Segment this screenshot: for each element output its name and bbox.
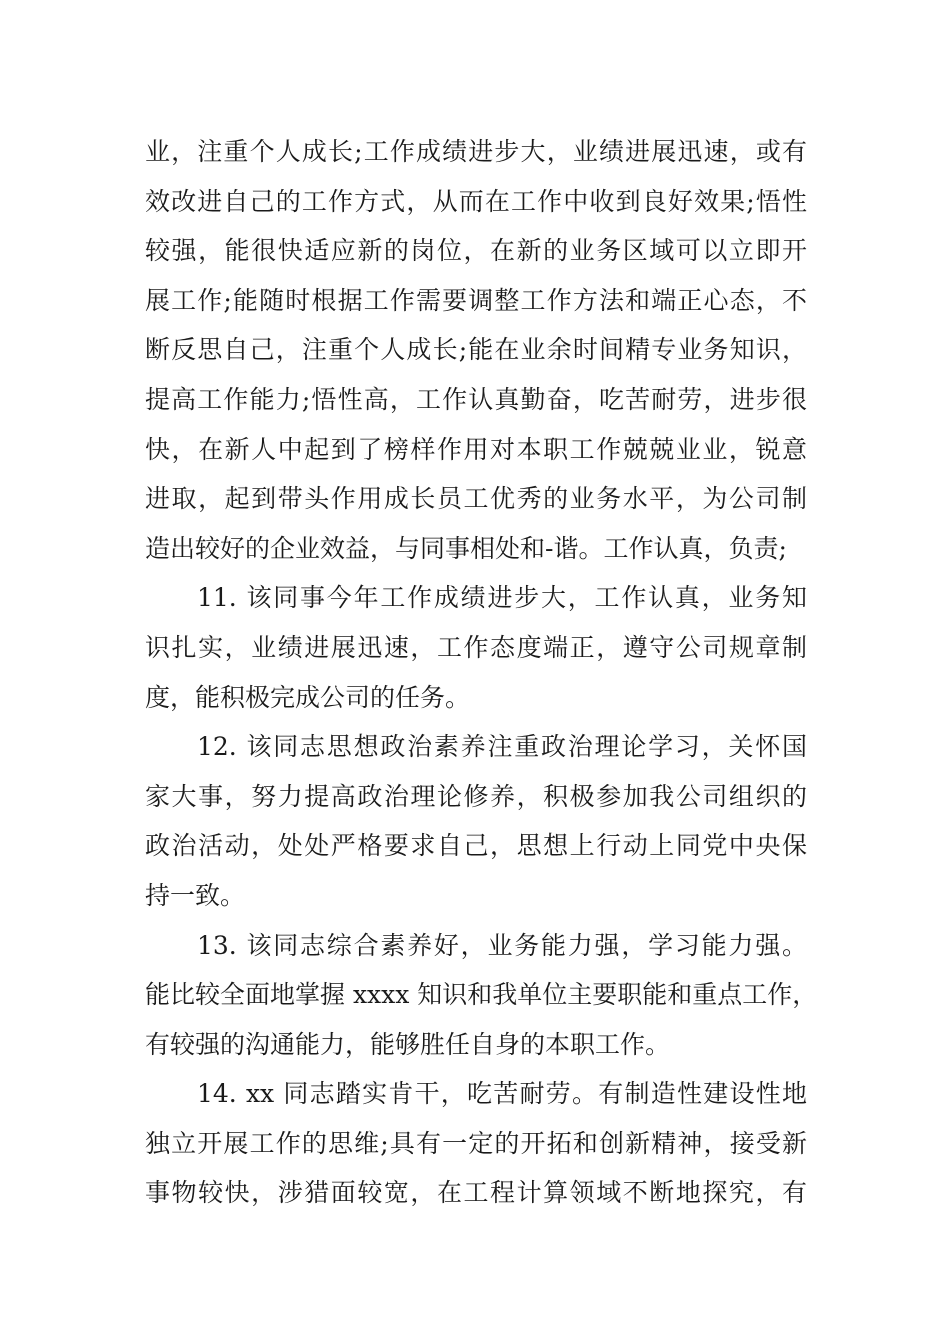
text-line: 快，在新人中起到了榜样作用对本职工作兢兢业业，锐意: [145, 434, 807, 464]
text-line: 较强，能很快适应新的岗位，在新的业务区域可以立即开: [145, 236, 807, 266]
text-line: 13. 该同志综合素养好，业务能力强，学习能力强。: [197, 930, 807, 960]
text-line: 提高工作能力;悟性高，工作认真勤奋，吃苦耐劳，进步很: [145, 384, 807, 414]
text-line: 能比较全面地掌握 xxxx 知识和我单位主要职能和重点工作，: [145, 980, 818, 1010]
text-line: 断反思自己，注重个人成长;能在业余时间精专业务知识，: [145, 335, 807, 365]
text-line: 独立开展工作的思维;具有一定的开拓和创新精神，接受新: [145, 1128, 807, 1158]
paragraph-item-14: [145, 1069, 807, 1218]
text-line: 度，能积极完成公司的任务。: [145, 682, 471, 712]
paragraph-item-13: [145, 921, 818, 1070]
paragraph-continued: [145, 127, 807, 573]
text-line: 有较强的沟通能力，能够胜任自身的本职工作。: [145, 1029, 671, 1059]
text-line: 14. xx 同志踏实肯干，吃苦耐劳。有制造性建设性地: [197, 1079, 807, 1109]
text-line: 业，注重个人成长;工作成绩进步大，业绩进展迅速，或有: [145, 137, 807, 166]
text-line: 11. 该同事今年工作成绩进步大，工作认真，业务知: [197, 583, 807, 613]
text-line: 家大事，努力提高政治理论修养，积极参加我公司组织的: [145, 781, 807, 811]
document-body: [145, 127, 818, 1218]
text-line: 识扎实，业绩进展迅速，工作态度端正，遵守公司规章制: [145, 632, 807, 662]
text-line: 进取，起到带头作用成长员工优秀的业务水平，为公司制: [145, 484, 807, 514]
text-line: 展工作;能随时根据工作需要调整工作方法和端正心态，不: [145, 285, 807, 315]
paragraph-item-12: [145, 722, 807, 920]
text-line: 效改进自己的工作方式，从而在工作中收到良好效果;悟性: [145, 186, 807, 216]
text-line: 持一致。: [145, 880, 246, 910]
paragraph-item-11: [145, 573, 807, 722]
text-line: 12. 该同志思想政治素养注重政治理论学习，关怀国: [197, 732, 807, 762]
text-line: 造出较好的企业效益，与同事相处和-谐。工作认真，负责;: [145, 533, 787, 563]
text-line: 政治活动，处处严格要求自己，思想上行动上同党中央保: [145, 831, 807, 861]
text-line: 事物较快，涉猎面较宽，在工程计算领域不断地探究，有: [145, 1178, 807, 1208]
